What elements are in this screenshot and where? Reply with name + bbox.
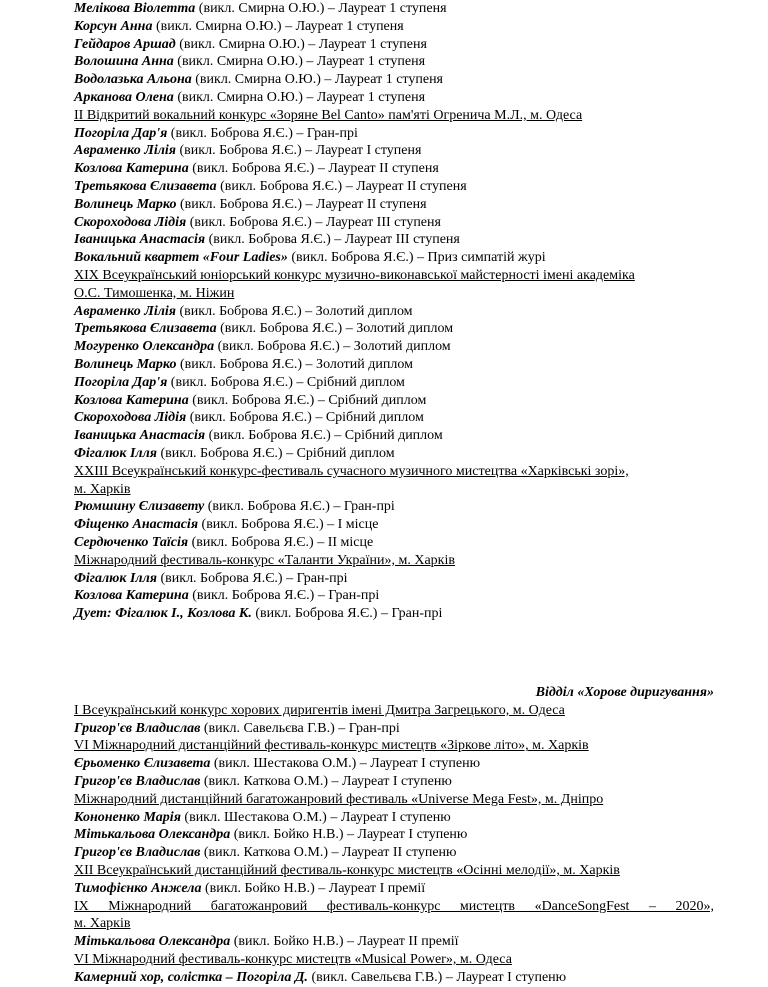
award-entry — [74, 338, 714, 356]
award-entry — [74, 89, 714, 107]
award-details: (викл. Боброва Я.Є.) – Срібний диплом — [205, 428, 443, 444]
award-entry — [74, 125, 714, 143]
participant-name: Григор'єв Владислав — [74, 774, 201, 790]
section-gap — [74, 623, 714, 649]
award-details: (викл. Боброва Я.Є.) – Гран-прі — [204, 499, 395, 515]
contest-title: ІХ Міжнародний багатожанровий фестиваль-конкурс мистецтв «DanceSongFest – 2020», — [74, 898, 714, 914]
award-entry — [74, 249, 714, 267]
contest-title: ІІ Відкритий вокальний конкурс «Зоряне Bel Canto» пам'яті Огренича М.Л., м. Одеса — [74, 107, 583, 123]
award-entry — [74, 826, 714, 844]
award-entry — [74, 427, 714, 445]
document-page — [74, 0, 714, 987]
participant-name: Погоріла Дар'я — [74, 125, 168, 141]
award-entry — [74, 0, 714, 18]
participant-name: Єрьоменко Єлизавета — [74, 756, 211, 772]
award-details: (викл. Боброва Я.Є.) – Золотий диплом — [176, 303, 413, 319]
award-entry — [74, 755, 714, 773]
award-entry — [74, 303, 714, 321]
award-details: (викл. Боброва Я.Є.) – Лауреат ІІ ступеня — [216, 178, 467, 194]
participant-name: Рюмшину Єлизавету — [74, 499, 205, 515]
contest-title: VI Міжнародний фестиваль-конкурс мистецтв «Musical Power», м. Одеса — [74, 952, 512, 968]
award-details: (викл. Боброва Я.Є.) – Золотий диплом — [216, 321, 454, 337]
award-details: (викл. Боброва Я.Є.) – Гран-прі — [188, 588, 380, 604]
award-details: (викл. Шестакова О.М.) – Лауреат І ступеню — [180, 809, 451, 825]
award-details: (викл. Каткова О.М.) – Лауреат ІІ ступеню — [200, 845, 457, 861]
award-details: (викл. Смирна О.Ю.) – Лауреат 1 ступеня — [173, 54, 426, 70]
award-details: (викл. Савельєва Г.В.) – Лауреат І ступеню — [307, 969, 567, 985]
award-details: (викл. Боброва Я.Є.) – Срібний диплом — [188, 392, 427, 408]
award-entry — [74, 374, 714, 392]
contest-title: ХІХ Всеукраїнський юніорський конкурс музично-виконавської майстерності імені академіка — [74, 267, 635, 283]
section-gap — [74, 649, 714, 675]
contest-title: І Всеукраїнський конкурс хорових диригентів імені Дмитра Загрецького, м. Одеса — [74, 702, 565, 718]
participant-name: Козлова Катерина — [74, 588, 189, 604]
award-details: (викл. Боброва Я.Є.) – Срібний диплом — [167, 374, 405, 390]
award-details: (викл. Боброва Я.Є.) – І місце — [198, 517, 379, 533]
contest-title: м. Харків — [74, 481, 131, 497]
award-details: (викл. Боброва Я.Є.) – Срібний диплом — [186, 410, 424, 426]
contest-title: О.С. Тимошенка, м. Ніжин — [74, 285, 235, 301]
award-entry — [74, 773, 714, 791]
participant-name: Водолазька Альона — [74, 72, 192, 88]
award-details: (викл. Бойко Н.В.) – Лауреат І ступеню — [230, 827, 468, 843]
award-entry — [74, 320, 714, 338]
award-entry — [74, 570, 714, 588]
participant-name: Козлова Катерина — [74, 392, 189, 408]
contest-title: VI Міжнародний дистанційний фестиваль-конкурс мистецтв «Зіркове літо», м. Харків — [74, 738, 589, 754]
participant-name: Волинець Марко — [74, 356, 177, 372]
award-entry — [74, 534, 714, 552]
award-details: (викл. Бойко Н.В.) – Лауреат І премії — [201, 880, 426, 896]
award-details: (викл. Боброва Я.Є.) – Гран-прі — [157, 570, 348, 586]
award-details: (викл. Боброва Я.Є.) – Лауреат ІІІ ступеня — [205, 232, 460, 248]
award-details: (викл. Каткова О.М.) – Лауреат І ступеню — [200, 774, 452, 790]
participant-name: Гейдаров Аршад — [74, 36, 176, 52]
participant-name: Мелікова Віолетта — [74, 1, 196, 16]
award-entry — [74, 880, 714, 898]
award-entry — [74, 516, 714, 534]
participant-name: Фігалюк Ілля — [74, 570, 157, 586]
participant-name: Погоріла Дар'я — [74, 374, 168, 390]
award-entry — [74, 36, 714, 54]
choral-results-section — [74, 702, 714, 987]
participant-name: Скороходова Лідія — [74, 214, 187, 230]
contest-title: м. Харків — [74, 916, 131, 932]
participant-name: Третьякова Єлизавета — [74, 178, 217, 194]
award-entry — [74, 160, 714, 178]
contest-title: Міжнародний дистанційний багатожанровий фестиваль «Universe Mega Fest», м. Дніпро — [74, 791, 604, 807]
award-entry — [74, 933, 714, 951]
award-entry — [74, 71, 714, 89]
award-details: (викл. Боброва Я.Є.) – Золотий диплом — [214, 339, 451, 355]
award-entry — [74, 214, 714, 232]
participant-name: Корсун Анна — [74, 18, 153, 34]
award-details: (викл. Бойко Н.В.) – Лауреат ІІ премії — [230, 934, 459, 950]
contest-title: ХХІІІ Всеукраїнський конкурс-фестиваль сучасного музичного мистецтва «Харківські зорі», — [74, 463, 629, 479]
participant-name: Третьякова Єлизавета — [74, 321, 217, 337]
participant-name: Григор'єв Владислав — [74, 720, 201, 736]
award-entry — [74, 969, 714, 987]
award-details: (викл. Боброва Я.Є.) – Золотий диплом — [176, 356, 413, 372]
contest-title: Міжнародний фестиваль-конкурс «Таланти України», м. Харків — [74, 552, 455, 568]
participant-name: Арканова Олена — [74, 89, 174, 105]
award-details: (викл. Боброва Я.Є.) – ІІ місце — [188, 534, 374, 550]
award-details: (викл. Смирна О.Ю.) – Лауреат 1 ступеня — [152, 18, 404, 34]
award-details: (викл. Шестакова О.М.) – Лауреат І ступеню — [210, 756, 481, 772]
award-entry — [74, 178, 714, 196]
participant-name: Іваницька Анастасія — [74, 232, 206, 248]
award-entry — [74, 392, 714, 410]
award-entry — [74, 409, 714, 427]
participant-name: Фіщенко Анастасія — [74, 517, 199, 533]
award-entry — [74, 231, 714, 249]
award-entry — [74, 53, 714, 71]
participant-name: Авраменко Лілія — [74, 303, 177, 319]
participant-name: Кононенко Марія — [74, 809, 181, 825]
participant-name: Іваницька Анастасія — [74, 428, 206, 444]
award-entry — [74, 809, 714, 827]
award-entry — [74, 445, 714, 463]
award-entry — [74, 142, 714, 160]
participant-name: Волошина Анна — [74, 54, 174, 70]
award-entry — [74, 587, 714, 605]
participant-name: Камерний хор, солістка – Погоріла Д. — [74, 969, 308, 985]
participant-name: Дует: Фігалюк І., Козлова К. — [74, 606, 252, 622]
participant-name: Авраменко Лілія — [74, 143, 177, 159]
award-entry — [74, 498, 714, 516]
award-details: (викл. Смирна О.Ю.) – Лауреат 1 ступеня — [195, 1, 447, 16]
participant-name: Скороходова Лідія — [74, 410, 187, 426]
participant-name: Григор'єв Владислав — [74, 845, 201, 861]
award-entry — [74, 605, 714, 623]
participant-name: Могуренко Олександра — [74, 339, 215, 355]
award-details: (викл. Боброва Я.Є.) – Приз симпатій журі — [287, 250, 546, 266]
award-details: (викл. Боброва Я.Є.) – Срібний диплом — [157, 445, 395, 461]
participant-name: Вокальний квартет «Four Ladies» — [74, 250, 288, 266]
award-entry — [74, 18, 714, 36]
award-details: (викл. Смирна О.Ю.) – Лауреат 1 ступеня — [173, 89, 426, 105]
award-details: (викл. Боброва Я.Є.) – Гран-прі — [251, 606, 443, 622]
participant-name: Тимофієнко Анжела — [74, 880, 202, 896]
award-details: (викл. Боброва Я.Є.) – Гран-прі — [167, 125, 358, 141]
participant-name: Мітькальова Олександра — [74, 934, 231, 950]
award-details: (викл. Савельєва Г.В.) – Гран-прі — [200, 720, 400, 736]
contest-title: ХІІ Всеукраїнський дистанційний фестиваль-конкурс мистецтв «Осінні мелодії», м. Харків — [74, 863, 620, 879]
award-entry — [74, 720, 714, 738]
vocal-results-section — [74, 0, 714, 623]
participant-name: Сердюченко Таїсія — [74, 534, 189, 550]
department-heading: Відділ «Хорове диригування» — [535, 684, 714, 700]
participant-name: Волинець Марко — [74, 196, 177, 212]
participant-name: Фігалюк Ілля — [74, 445, 157, 461]
award-entry — [74, 844, 714, 862]
participant-name: Козлова Катерина — [74, 161, 189, 177]
award-details: (викл. Боброва Я.Є.) – Лауреат І ступеня — [176, 143, 422, 159]
award-entry — [74, 356, 714, 374]
award-entry — [74, 196, 714, 214]
award-details: (викл. Боброва Я.Є.) – Лауреат ІІ ступеня — [188, 161, 439, 177]
award-details: (викл. Боброва Я.Є.) – Лауреат ІІ ступеня — [176, 196, 427, 212]
award-details: (викл. Смирна О.Ю.) – Лауреат 1 ступеня — [191, 72, 443, 88]
award-details: (викл. Смирна О.Ю.) – Лауреат 1 ступеня — [175, 36, 427, 52]
participant-name: Мітькальова Олександра — [74, 827, 231, 843]
award-details: (викл. Боброва Я.Є.) – Лауреат ІІІ ступеня — [186, 214, 441, 230]
